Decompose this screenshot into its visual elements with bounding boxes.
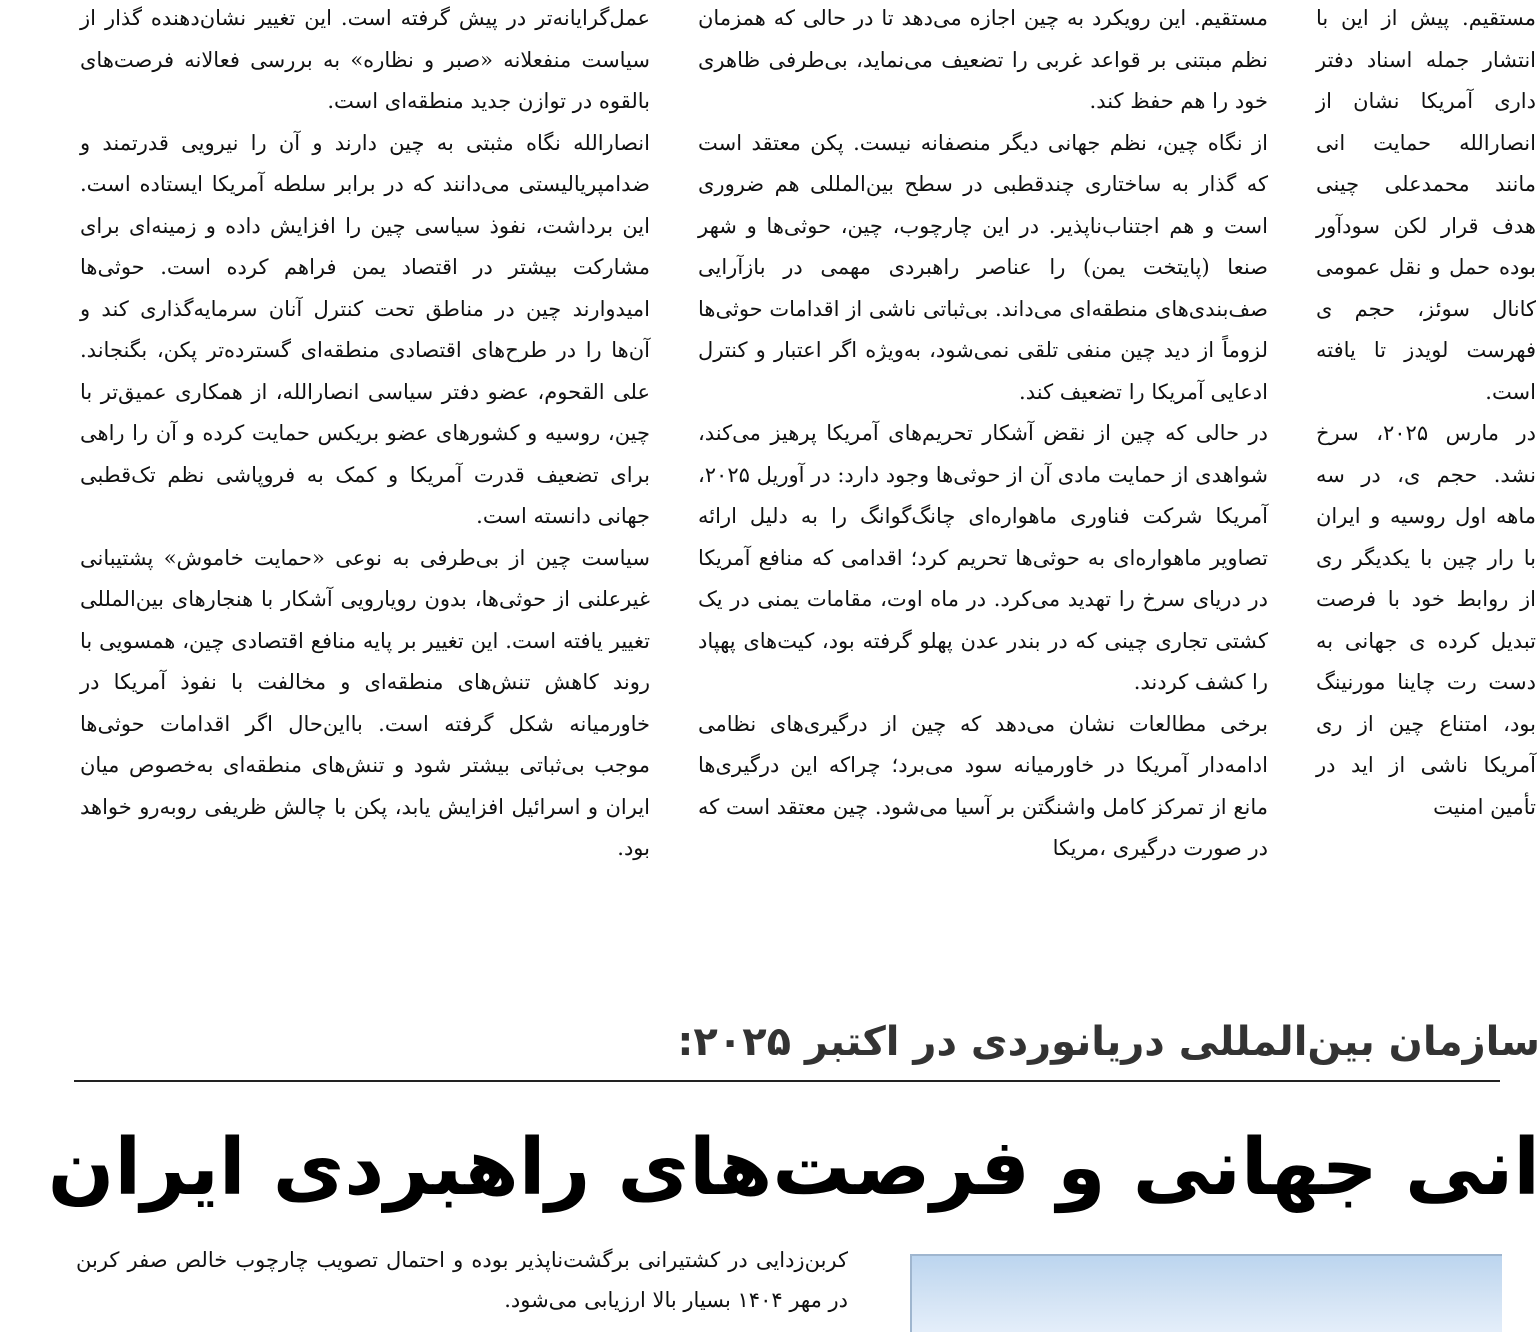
next-article-headline: انی جهانی و فرصت‌های راهبردی ایران xyxy=(47,1123,1540,1213)
paragraph: عمل‌گرایانه‌تر در پیش گرفته است. این تغییر نشان‌دهنده گذار از سیاست منفعلانه «صبر و نظاره» به بررسی فعالانه فرصت‌های بالقوه در توازن جدید منطقه‌ای است. xyxy=(80,6,650,113)
paragraph: در مارس ۲۰۲۵، سرخ نشد. حجم ی، در سه ماهه اول روسیه و ایران با رار چین با یکدیگر ری از روابط خود با فرصت تبدیل کرده ی جهانی به دست رت چاینا مورنینگ بود، امتناع چین از ری آمریکا ناشی از اید در تأمین امنیت xyxy=(1316,421,1536,819)
section-divider xyxy=(74,1080,1500,1082)
paragraph: در حالی که چین از نقض آشکار تحریم‌های آمریکا پرهیز می‌کند، شواهدی از حمایت مادی آن از حوثی‌ها وجود دارد: در آوریل ۲۰۲۵، آمریکا شرکت فناوری ماهواره‌ای چانگ‌گوانگ را به دلیل ارائه تصاویر ماهواره‌ای به حوثی‌ها تحریم کرد؛ اقدامی که منافع آمریکا در دریای سرخ را تهدید می‌کرد. در ماه اوت، مقامات یمنی در یک کشتی تجاری چینی که در بندر عدن پهلو گرفته بود، کیت‌های پهپاد را کشف کردند. xyxy=(698,421,1268,694)
article-photo xyxy=(910,1254,1502,1332)
article-column-middle xyxy=(698,0,1268,968)
paragraph: سیاست چین از بی‌طرفی به نوعی «حمایت خاموش» پشتیبانی غیرعلنی از حوثی‌ها، بدون رویارویی آشکار با هنجارهای بین‌المللی تغییر یافته است. این تغییر بر پایه منافع اقتصادی چین، همسویی با روند کاهش تنش‌های منطقه‌ای و مخالفت با نفوذ آمریکا در خاورمیانه شکل گرفته است. بااین‌حال اگر اقدامات حوثی‌ها موجب بی‌ثباتی بیشتر شود و تنش‌های منطقه‌ای به‌خصوص میان ایران و اسرائیل افزایش یابد، پکن با چالش ظریفی روبه‌رو خواهد بود. xyxy=(80,545,650,860)
paragraph: مستقیم. پیش از این با انتشار جمله اسناد دفتر داری آمریکا نشان از انصارالله حمایت انی مانند محمدعلی چینی هدف قرار لکن سودآور بوده حمل و نقل عمومی کانال سوئز، حجم ی فهرست لویدز تا یافته است. xyxy=(1316,6,1536,404)
paragraph: انصارالله نگاه مثبتی به چین دارند و آن را نیرویی قدرتمند و ضدامپریالیستی می‌دانند که در برابر سلطه آمریکا ایستاده است. این برداشت، نفوذ سیاسی چین را افزایش داده و زمینه‌ای برای مشارکت بیشتر در اقتصاد یمن فراهم کرده است. حوثی‌ها امیدوارند چین در مناطق تحت کنترل آنان سرمایه‌گذاری کند و آن‌ها را در طرح‌های اقتصادی منطقه‌ای گسترده‌تر پکن، بگنجاند. علی القحوم، عضو دفتر سیاسی انصارالله، از همکاری عمیق‌تر با چین، روسیه و کشورهای عضو بریکس حمایت کرده و آن را راهی برای تضعیف قدرت آمریکا و کمک به فروپاشی نظم تک‌قطبی جهانی دانسته است. xyxy=(80,130,650,528)
next-article-subheading: سازمان بین‌المللی دریانوردی در اکتبر ۲۰۲۵: xyxy=(677,1019,1540,1065)
article-column-left xyxy=(80,0,650,968)
paragraph: از نگاه چین، نظم جهانی دیگر منصفانه نیست. پکن معتقد است که گذار به ساختاری چندقطبی در سطح بین‌المللی هم ضروری است و هم اجتناب‌ناپذیر. در این چارچوب، چین، حوثی‌ها و شهر صنعا (پایتخت یمن) را عناصر راهبردی مهمی در بازآرایی صف‌بندی‌های منطقه‌ای می‌داند. بی‌ثباتی ناشی از اقدامات حوثی‌ها لزوماً از دید چین منفی تلقی نمی‌شود، به‌ویژه اگر اعتبار و کنترل ادعایی آمریکا را تضعیف کند. xyxy=(698,130,1268,404)
paragraph: مستقیم. این رویکرد به چین اجازه می‌دهد تا در حالی که همزمان نظم مبتنی بر قواعد غربی را تضعیف می‌نماید، بی‌طرفی ظاهری خود را هم حفظ کند. xyxy=(698,6,1268,113)
paragraph: برخی مطالعات نشان می‌دهد که چین از درگیری‌های نظامی ادامه‌دار آمریکا در خاورمیانه سود می‌برد؛ چراکه این درگیری‌ها مانع از تمرکز کامل واشنگتن بر آسیا می‌شود. چین معتقد است که در صورت درگیری ،مریکا xyxy=(698,711,1268,860)
next-article-lead: کربن‌زدایی در کشتیرانی برگشت‌ناپذیر بوده و احتمال تصویب چارچوب خالص صفر کربن در مهر ۱۴۰۴ بسیار بالا ارزیابی می‌شود. xyxy=(76,1248,848,1312)
article-column-right xyxy=(1316,0,1536,968)
